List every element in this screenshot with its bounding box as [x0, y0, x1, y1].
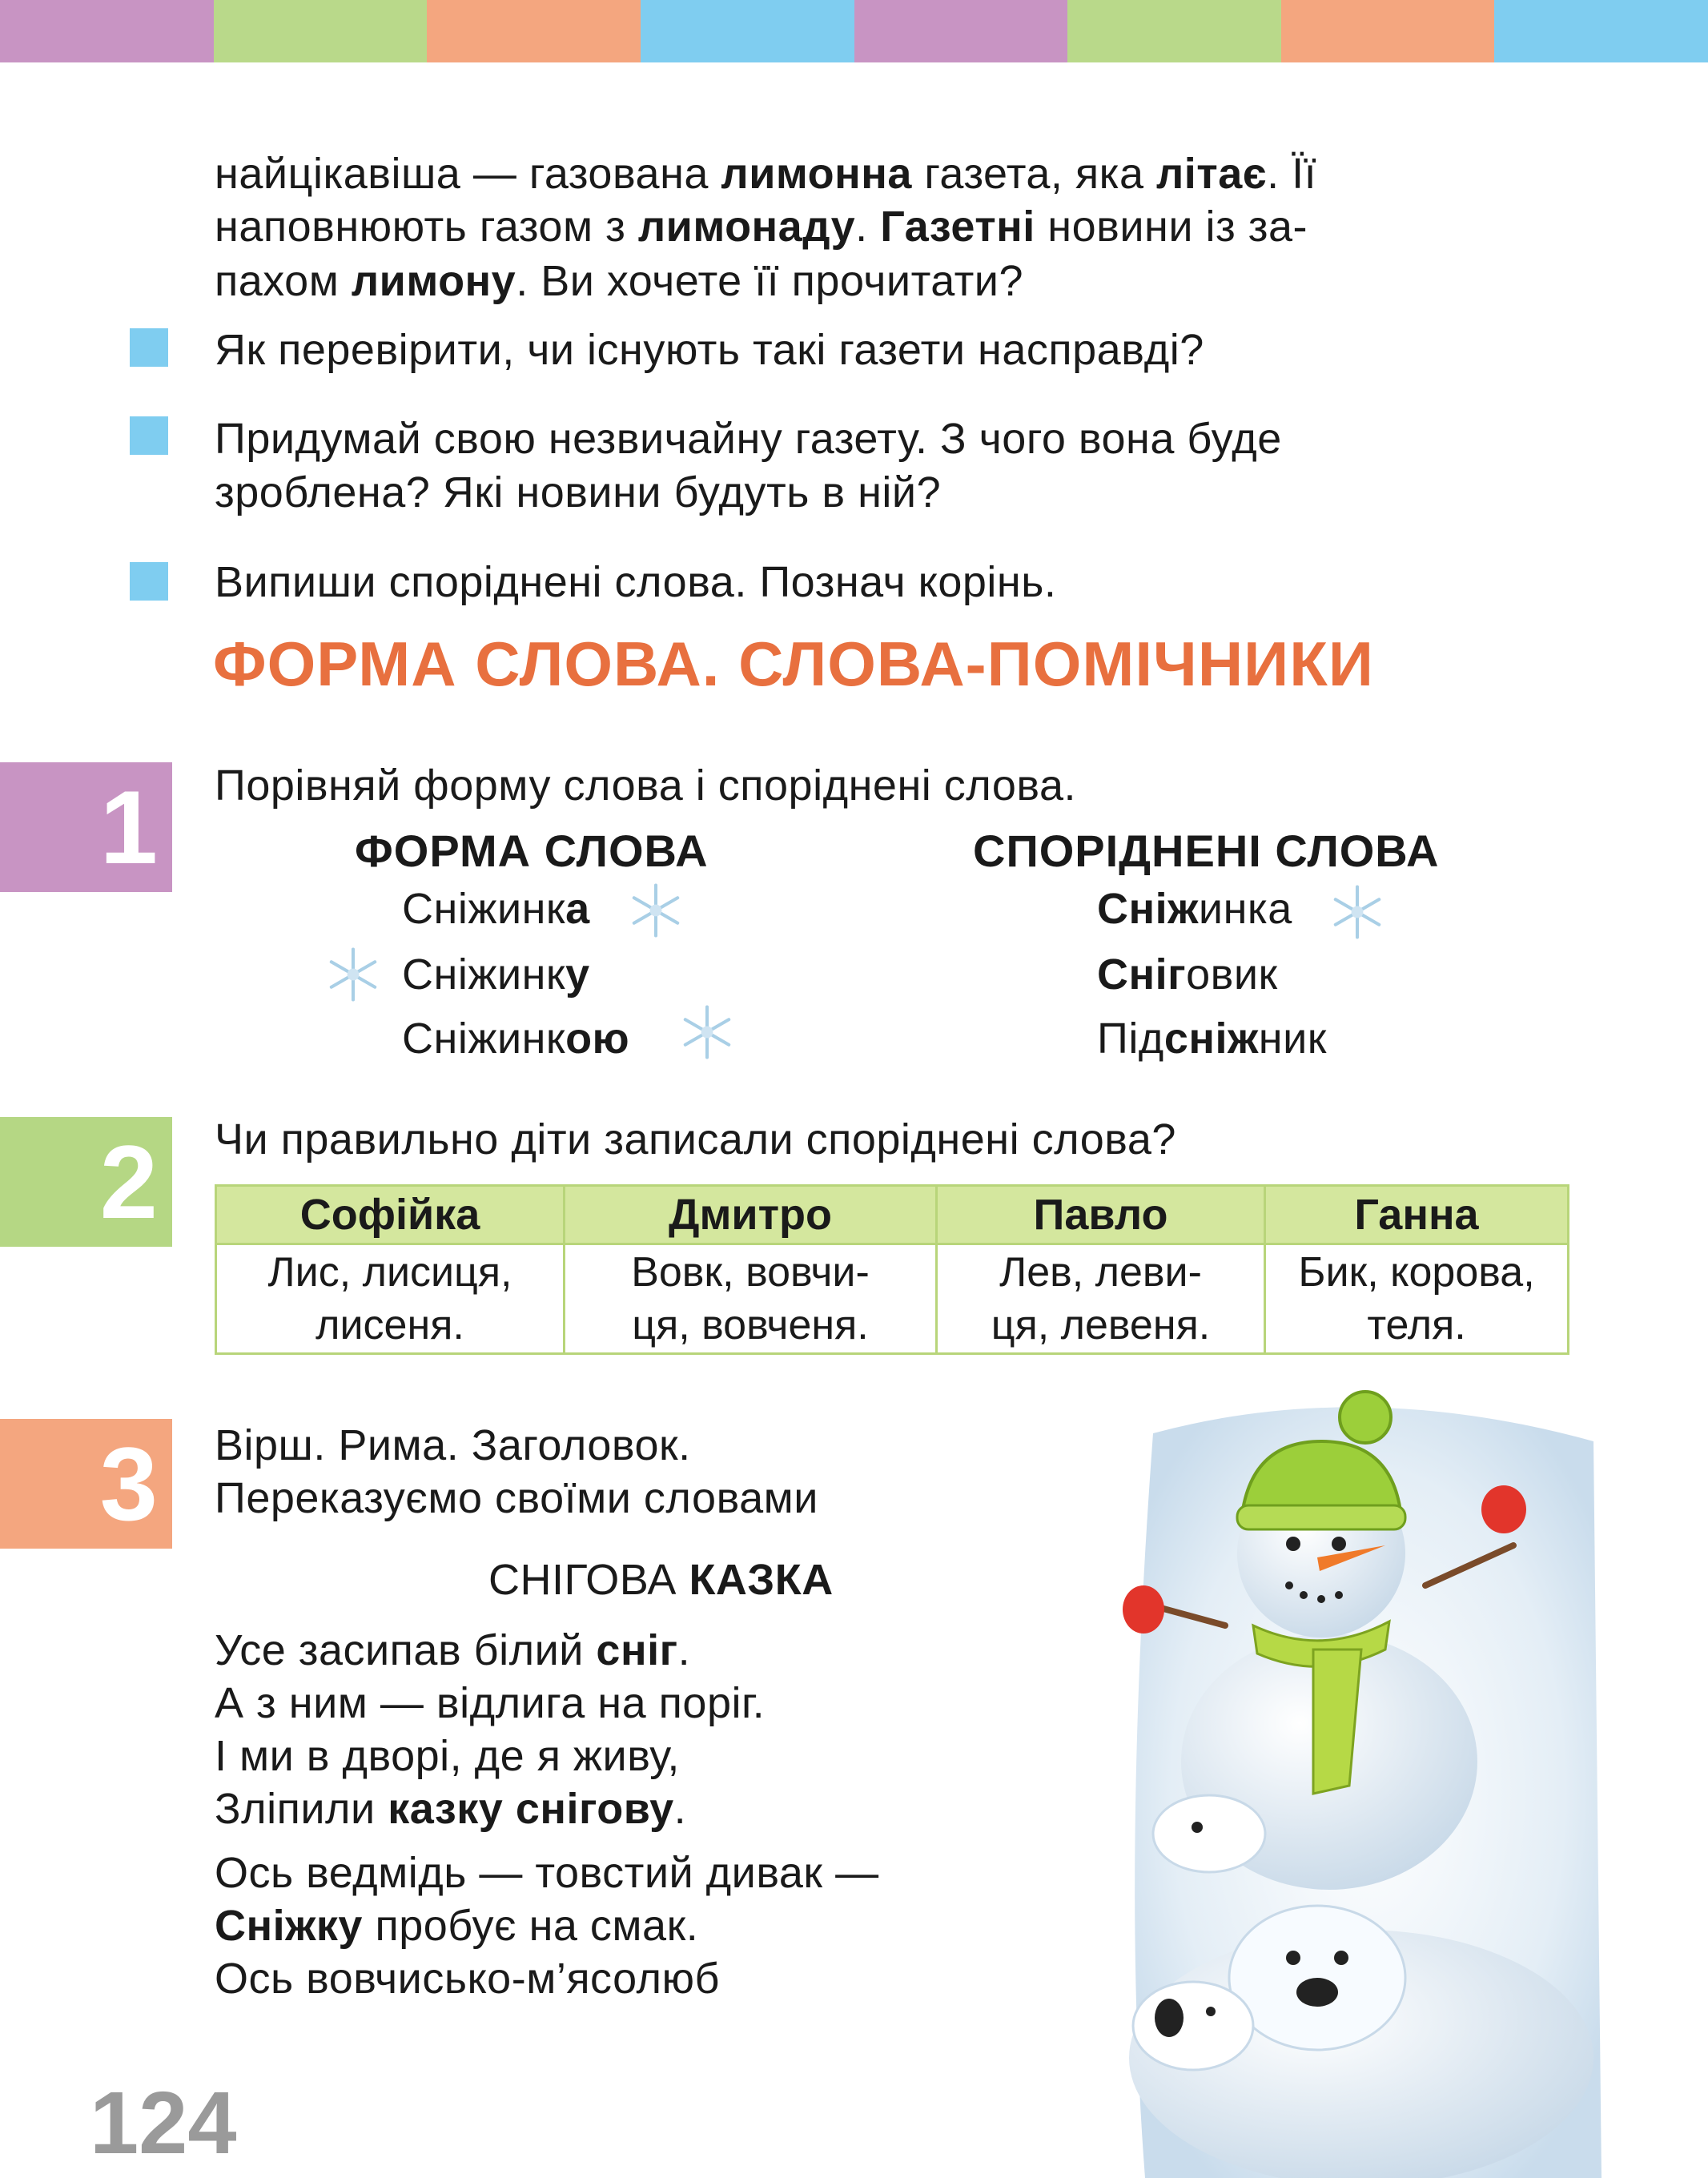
table-cell: Лис, лисиця, лисеня.: [216, 1244, 565, 1354]
related-column-title: СПОРІДНЕНІ СЛОВА: [973, 826, 1440, 876]
bullet-square-icon: [130, 328, 168, 367]
bullet-text-2b: зроблена? Які новини будуть в ній?: [215, 468, 942, 516]
poem-title: СНІГОВА КАЗКА: [488, 1556, 834, 1604]
table-header-cell: Павло: [937, 1186, 1265, 1244]
stripe-segment: [641, 0, 854, 62]
poem-line: Сніжку пробує на смак.: [215, 1902, 699, 1950]
poem-line: Ось вовчисько-м’ясолюб: [215, 1955, 720, 2003]
task2-prompt: Чи правильно діти записали споріднені слова?: [215, 1115, 1176, 1163]
poem-line: Усе засипав білий сніг.: [215, 1626, 691, 1674]
bullet-text-2a: Придумай свою незвичайну газету. З чого вона буде: [215, 415, 1282, 463]
form-word-1: Сніжинка: [402, 885, 590, 933]
related-word-2: Сніговик: [1097, 950, 1278, 999]
related-word-1: Сніжинка: [1097, 885, 1292, 933]
snowflake-icon: [1328, 882, 1387, 942]
section-title: ФОРМА СЛОВА. СЛОВА-ПОМІЧНИКИ: [213, 629, 1374, 699]
form-column-title: ФОРМА СЛОВА: [355, 826, 709, 876]
intro-line-3: пахом лимону. Ви хочете її прочитати?: [215, 257, 1023, 305]
children-answers-table: [215, 1184, 1569, 1355]
bullet-square-icon: [130, 416, 168, 455]
snowflake-icon: [324, 945, 383, 1004]
page-number: 124: [90, 2074, 237, 2172]
task-number-1: 1: [0, 762, 172, 892]
task3-line-1: Вірш. Рима. Заголовок.: [215, 1421, 691, 1469]
stripe-segment: [1494, 0, 1708, 62]
task-number-2: 2: [0, 1117, 172, 1247]
bullet-text-1: Як перевірити, чи існують такі газети насправді?: [215, 326, 1204, 374]
stripe-segment: [427, 0, 641, 62]
poem-line: А з ним — відлига на поріг.: [215, 1679, 766, 1727]
form-word-3: Сніжинкою: [402, 1015, 630, 1063]
stripe-segment: [1281, 0, 1495, 62]
poem-line: Зліпили казку снігову.: [215, 1785, 687, 1833]
bullet-text-3: Випиши споріднені слова. Познач корінь.: [215, 558, 1057, 606]
stripe-segment: [0, 0, 214, 62]
intro-line-1: найцікавіша — газована лимонна газета, яка літає. Її: [215, 150, 1317, 198]
poem-line: Ось ведмідь — товстий дивак —: [215, 1849, 879, 1897]
table-row: [216, 1244, 1569, 1354]
related-word-3: Підсніжник: [1097, 1015, 1327, 1063]
stripe-segment: [1067, 0, 1281, 62]
bullet-square-icon: [130, 562, 168, 601]
stripe-segment: [214, 0, 428, 62]
snowflake-icon: [677, 1003, 737, 1062]
task1-prompt: Порівняй форму слова і споріднені слова.: [215, 761, 1077, 810]
table-cell: Бик, корова, теля.: [1265, 1244, 1569, 1354]
snowflake-icon: [626, 881, 685, 940]
task3-line-2: Переказуємо своїми словами: [215, 1474, 818, 1522]
table-header-row: [216, 1186, 1569, 1244]
intro-line-2: наповнюють газом з лимонаду. Газетні новини із за-: [215, 203, 1308, 251]
stripe-segment: [854, 0, 1068, 62]
task-number-3: 3: [0, 1419, 172, 1549]
table-header-cell: Дмитро: [565, 1186, 937, 1244]
form-word-2: Сніжинку: [402, 950, 590, 999]
table-cell: Лев, леви- ця, левеня.: [937, 1244, 1265, 1354]
poem-line: І ми в дворі, де я живу,: [215, 1732, 680, 1780]
top-color-stripe: [0, 0, 1708, 62]
snowman-illustration-icon: [1121, 1385, 1610, 2178]
table-header-cell: Софійка: [216, 1186, 565, 1244]
table-cell: Вовк, вовчи- ця, вовченя.: [565, 1244, 937, 1354]
table-header-cell: Ганна: [1265, 1186, 1569, 1244]
